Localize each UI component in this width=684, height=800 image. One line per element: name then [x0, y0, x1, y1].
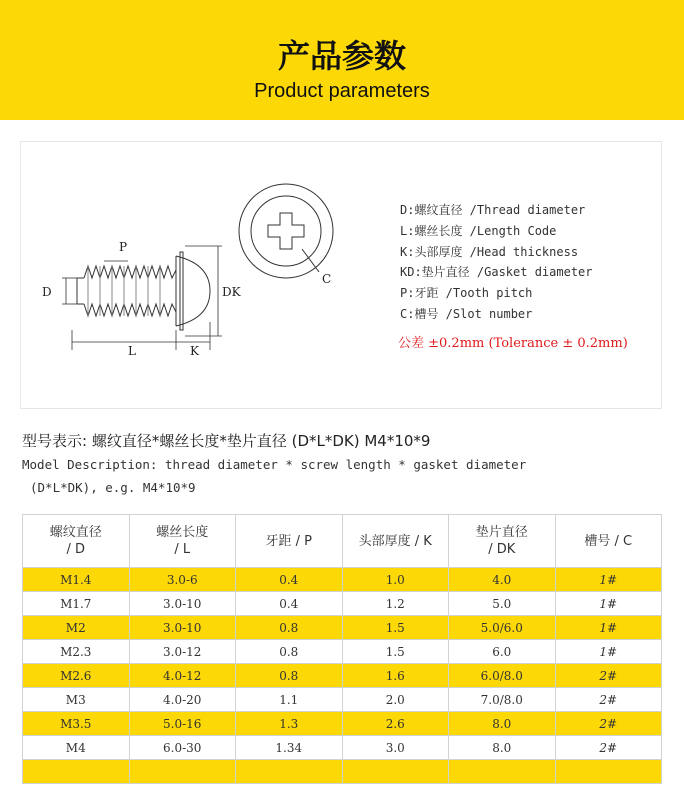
cell: 2# — [555, 688, 662, 712]
cell: 8.0 — [449, 712, 556, 736]
legend-item-p: P:牙距 /Tooth pitch — [400, 286, 533, 301]
cell: M1.4 — [23, 568, 130, 592]
label-dk: DK — [222, 285, 241, 299]
cell: 5.0/6.0 — [449, 616, 556, 640]
page-subtitle: Product parameters — [254, 80, 430, 102]
cell — [449, 760, 556, 784]
cell: 1.0 — [342, 568, 449, 592]
cell: 3.0-6 — [129, 568, 236, 592]
cell: M2.6 — [23, 664, 130, 688]
cell: 6.0 — [449, 640, 556, 664]
cell: 1# — [555, 592, 662, 616]
cell: 1.5 — [342, 616, 449, 640]
cell: 2# — [555, 664, 662, 688]
label-k: K — [190, 344, 199, 358]
cell: 1# — [555, 616, 662, 640]
cell: 2# — [555, 736, 662, 760]
page-title: 产品参数 — [277, 37, 406, 75]
legend-item-d: D:螺纹直径 /Thread diameter — [400, 203, 586, 217]
header-thread-diameter: 螺纹直径 / D — [23, 515, 130, 568]
cell: 3.0-10 — [129, 616, 236, 640]
cell: 4.0-20 — [129, 688, 236, 712]
header-gasket-diameter: 垫片直径 / DK — [449, 515, 556, 568]
legend-item-k: K:头部厚度 /Head thickness — [400, 244, 579, 259]
tolerance-note: 公差 ±0.2mm (Tolerance ± 0.2mm) — [398, 336, 628, 351]
table-row — [23, 688, 662, 712]
cell: 7.0/8.0 — [449, 688, 556, 712]
label-c: C — [322, 272, 332, 286]
cell: 3.0 — [342, 736, 449, 760]
legend-item-c: C:槽号 /Slot number — [400, 306, 533, 321]
legend-item-l: L:螺丝长度 /Length Code — [400, 223, 557, 238]
cell: 0.8 — [236, 640, 343, 664]
cell: 1.1 — [236, 688, 343, 712]
dimension-lines — [62, 246, 222, 350]
cell: 1.5 — [342, 640, 449, 664]
header-head-thickness: 头部厚度 / K — [342, 515, 449, 568]
cell — [236, 760, 343, 784]
cell: 0.8 — [236, 664, 343, 688]
cell: 1# — [555, 568, 662, 592]
cell: 1.6 — [342, 664, 449, 688]
cell: M4 — [23, 736, 130, 760]
table-row — [23, 760, 662, 784]
cell: 4.0-12 — [129, 664, 236, 688]
cell: 3.0-12 — [129, 640, 236, 664]
cell: 1# — [555, 640, 662, 664]
spec-table — [22, 514, 662, 784]
table-row — [23, 712, 662, 736]
cell: M3.5 — [23, 712, 130, 736]
label-l: L — [128, 344, 136, 358]
header-slot-number: 槽号 / C — [555, 515, 662, 568]
header-screw-length: 螺丝长度 / L — [129, 515, 236, 568]
screw-side-view — [77, 252, 210, 330]
cell: 3.0-10 — [129, 592, 236, 616]
cell: 5.0 — [449, 592, 556, 616]
cell: 0.4 — [236, 592, 343, 616]
cell: 4.0 — [449, 568, 556, 592]
legend-item-kd: KD:垫片直径 /Gasket diameter — [400, 265, 593, 280]
model-description-cn: 型号表示: 螺纹直径*螺丝长度*垫片直径 (D*L*DK) M4*10*9 — [22, 432, 431, 450]
cell: M3 — [23, 688, 130, 712]
model-description-en-line2: (D*L*DK), e.g. M4*10*9 — [30, 480, 196, 495]
cell: 8.0 — [449, 736, 556, 760]
cell: 2.6 — [342, 712, 449, 736]
table-row — [23, 736, 662, 760]
table-row — [23, 664, 662, 688]
cell — [555, 760, 662, 784]
cell: M2.3 — [23, 640, 130, 664]
screw-head-top-view — [239, 184, 333, 278]
cell: M1.7 — [23, 592, 130, 616]
table-row — [23, 616, 662, 640]
table-row — [23, 592, 662, 616]
cell: 1.3 — [236, 712, 343, 736]
cell: 6.0-30 — [129, 736, 236, 760]
table-row — [23, 568, 662, 592]
label-d: D — [42, 285, 52, 299]
cell — [129, 760, 236, 784]
parameter-legend — [400, 200, 593, 325]
cell: 2# — [555, 712, 662, 736]
model-description-en-line1: Model Description: thread diameter * screw length * gasket diameter — [22, 457, 527, 472]
cell: 6.0/8.0 — [449, 664, 556, 688]
table-row — [23, 640, 662, 664]
cell: 0.8 — [236, 616, 343, 640]
label-p: P — [119, 240, 128, 254]
cell: 0.4 — [236, 568, 343, 592]
cell: 1.34 — [236, 736, 343, 760]
cell: 5.0-16 — [129, 712, 236, 736]
cell — [342, 760, 449, 784]
cell: 2.0 — [342, 688, 449, 712]
cell — [23, 760, 130, 784]
table-header-row — [23, 515, 662, 568]
cell: M2 — [23, 616, 130, 640]
header-pitch: 牙距 / P — [236, 515, 343, 568]
cell: 1.2 — [342, 592, 449, 616]
